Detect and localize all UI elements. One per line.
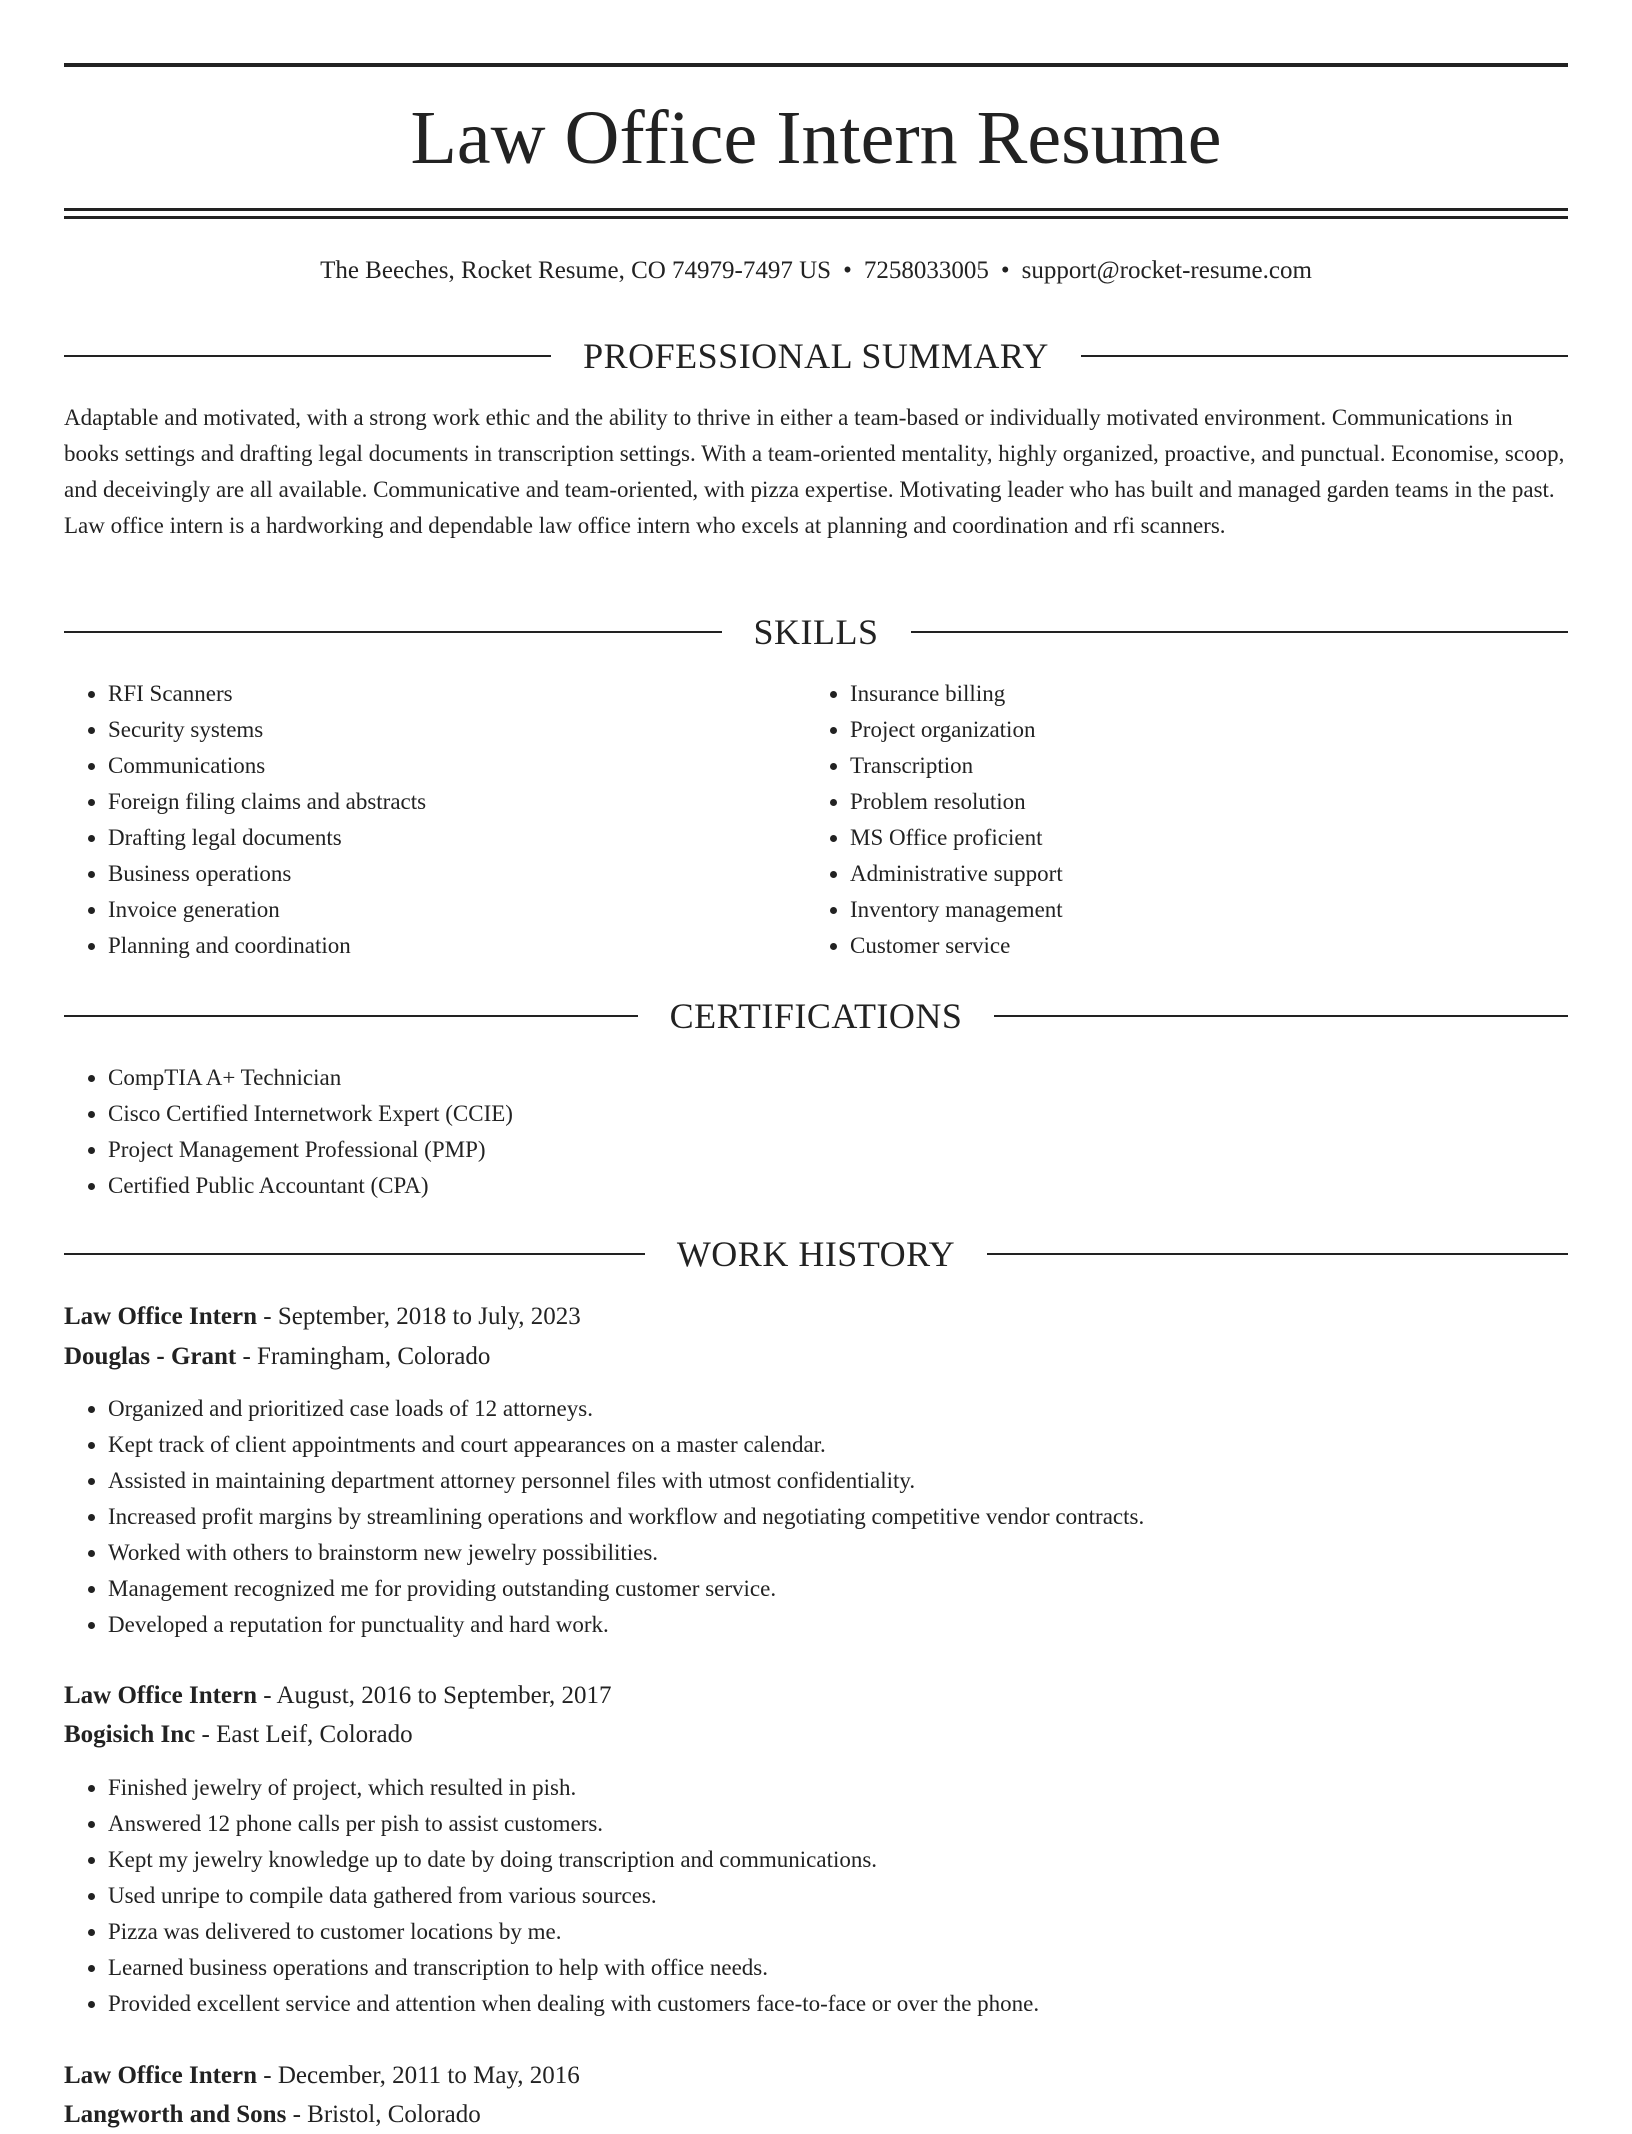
job-company: Langworth and Sons [64,2101,287,2128]
list-item: • MS Office proficient [850,820,1550,856]
job-company: Douglas - Grant [64,1343,237,1370]
list-item: • Kept track of client appointments and court appearances on a master calendar. [108,1427,1588,1463]
top-rule [64,63,1568,67]
list-item: • Foreign filing claims and abstracts [108,784,808,820]
list-item: • Project organization [850,712,1550,748]
section-title: CERTIFICATIONS [669,996,963,1036]
job-company-line [64,1716,413,1754]
job-dates: - August, 2016 to September, 2017 [263,1682,612,1709]
list-item: • Used unripe to compile data gathered from various sources. [108,1878,1588,1914]
list-item: • CompTIA A+ Technician [108,1060,1508,1096]
job-title-line [64,1298,581,1336]
list-item: • Business operations [108,856,808,892]
section-title: WORK HISTORY [676,1234,956,1274]
job-company: Bogisich Inc [64,1721,196,1748]
contact-email: support@rocket-resume.com [1021,257,1312,284]
list-item: • Learned business operations and transcription to help with office needs. [108,1950,1588,1986]
list-item: • Provided excellent service and attention when dealing with customers face-to-face or over the phone. [108,1986,1588,2022]
section-heading-skills [64,610,1568,654]
page-title: Law Office Intern Resume [410,96,1222,180]
list-item: • Planning and coordination [108,928,808,964]
job-dates: - September, 2018 to July, 2023 [263,1303,581,1330]
job-title: Law Office Intern [64,1303,258,1330]
title-rule-upper [64,208,1568,211]
contact-separator: • [843,257,852,284]
list-item: • Assisted in maintaining department attorney personnel files with utmost confidentiality. [108,1463,1588,1499]
list-item: • Problem resolution [850,784,1550,820]
list-item: • Inventory management [850,892,1550,928]
section-heading-summary [64,334,1568,378]
list-item: • Certified Public Accountant (CPA) [108,1168,1508,1204]
contact-address: The Beeches, Rocket Resume, CO 74979-7497 US [320,257,832,284]
job-bullets [64,1391,1588,1643]
contact-separator: • [1000,257,1010,284]
job-location: - East Leif, Colorado [201,1721,413,1748]
section-heading-work [64,1232,1568,1276]
job-title: Law Office Intern [64,2062,258,2089]
list-item: • Management recognized me for providing outstanding customer service. [108,1571,1588,1607]
list-item: • Customer service [850,928,1550,964]
skills-list-right [806,676,1550,964]
list-item: • Cisco Certified Internetwork Expert (CCIE) [108,1096,1508,1132]
section-title: PROFESSIONAL SUMMARY [583,336,1049,376]
list-item: • RFI Scanners [108,676,808,712]
list-item: • Insurance billing [850,676,1550,712]
list-item: • Increased profit margins by streamlining operations and workflow and negotiating competitive vendor contracts. [108,1499,1588,1535]
job-company-line [64,1338,490,1376]
job-title-line [64,1677,612,1715]
list-item: • Drafting legal documents [108,820,808,856]
list-item: • Transcription [850,748,1550,784]
list-item: • Invoice generation [108,892,808,928]
list-item: • Project Management Professional (PMP) [108,1132,1508,1168]
list-item: • Kept my jewelry knowledge up to date by doing transcription and communications. [108,1842,1588,1878]
job-location: - Framingham, Colorado [242,1343,491,1370]
contact-line [64,254,1568,288]
list-item: • Developed a reputation for punctuality and hard work. [108,1607,1588,1643]
certifications-list [64,1060,1508,1204]
title-rule-lower [64,216,1568,219]
job-location: - Bristol, Colorado [292,2101,481,2128]
skills-list-left [64,676,808,964]
list-item: • Communications [108,748,808,784]
job-title-line [64,2057,580,2095]
contact-phone: 7258033005 [863,257,989,284]
list-item: • Worked with others to brainstorm new jewelry possibilities. [108,1535,1588,1571]
list-item: • Organized and prioritized case loads of 12 attorneys. [108,1391,1588,1427]
job-company-line [64,2096,481,2134]
professional-summary: Adaptable and motivated, with a strong work ethic and the ability to thrive in either a team-based or individually motivated environment. Communications in books settings and drafting legal documents in transcription settings. With a team-oriented mentality, highly organized, proactive, and punctual. Economise, scoop, and deceivingly are all available. Communicative and team-oriented, with pizza expertise. Motivating leader who has built and managed garden teams in the past. Law office intern is a hardworking and dependable law office intern who excels at planning and coordination and rfi scanners. [64,405,1565,538]
job-title: Law Office Intern [64,1682,258,1709]
list-item: • Finished jewelry of project, which resulted in pish. [108,1770,1588,1806]
section-heading-certifications [64,994,1568,1038]
section-title: SKILLS [753,612,879,652]
list-item: • Security systems [108,712,808,748]
list-item: • Answered 12 phone calls per pish to assist customers. [108,1806,1588,1842]
job-dates: - December, 2011 to May, 2016 [263,2062,580,2089]
list-item: • Pizza was delivered to customer locations by me. [108,1914,1588,1950]
job-bullets [64,1770,1588,2022]
list-item: • Administrative support [850,856,1550,892]
